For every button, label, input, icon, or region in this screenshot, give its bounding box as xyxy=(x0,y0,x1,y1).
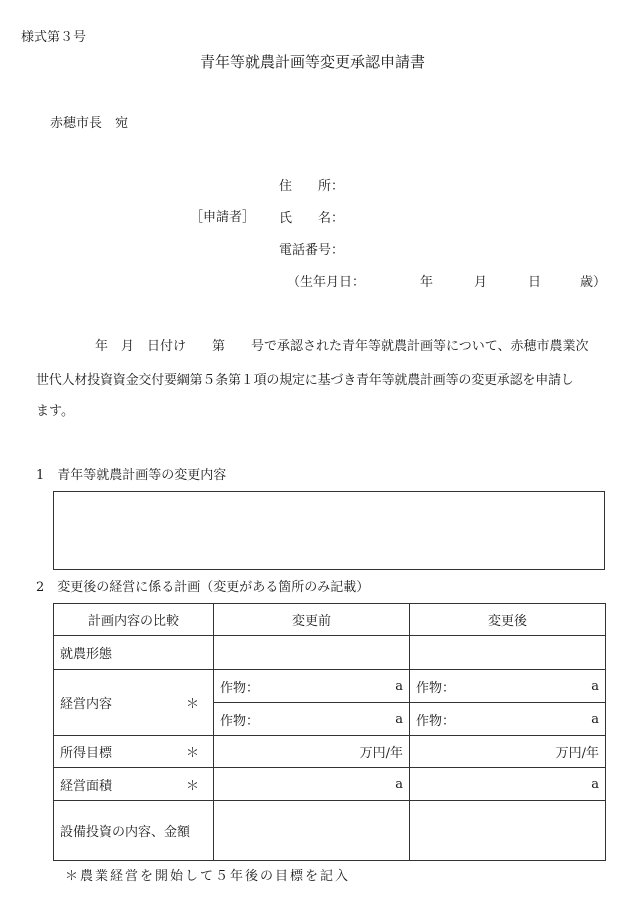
unit-a: a xyxy=(395,776,403,792)
change-content-box[interactable] xyxy=(53,491,605,570)
cell-crop1-after[interactable] xyxy=(410,670,606,703)
name-label: 氏 名： xyxy=(279,211,345,226)
footnote: ＊農業経営を開始して５年後の目標を記入 xyxy=(65,869,351,884)
income-label: 所得目標 xyxy=(60,746,113,761)
table-header-row xyxy=(54,604,606,636)
birth-prefix: （生年月日： xyxy=(287,275,366,290)
birth-age-label: 歳） xyxy=(580,275,607,290)
management-star: ＊ xyxy=(185,697,199,712)
crop-label: 作物： xyxy=(416,680,456,696)
phone-label: 電話番号： xyxy=(279,243,345,258)
row-label-farming-type: 就農形態 xyxy=(54,636,214,670)
header-after: 変更後 xyxy=(410,604,606,636)
body-line-3: ます。 xyxy=(36,404,74,419)
header-compare: 計画内容の比較 xyxy=(54,604,214,636)
cell-equipment-before[interactable] xyxy=(214,801,410,861)
cell-crop2-after[interactable] xyxy=(410,703,606,736)
cell-crop1-before[interactable] xyxy=(214,670,410,703)
cell-equipment-after[interactable] xyxy=(410,801,606,861)
body-line-1: 年 月 日付け 第 号で承認された青年等就農計画等について、赤穂市農業次 xyxy=(95,339,589,354)
cell-income-before[interactable] xyxy=(214,736,410,768)
body-line-2: 世代人材投資資金交付要綱第５条第１項の規定に基づき青年等就農計画等の変更承認を申請し xyxy=(36,373,574,388)
unit-a: a xyxy=(591,711,599,727)
row-label-equipment: 設備投資の内容、金額 xyxy=(54,801,214,861)
cell-farming-after[interactable] xyxy=(410,636,606,670)
row-label-management xyxy=(54,670,214,736)
cell-crop2-before[interactable] xyxy=(214,703,410,736)
form-number: 様式第３号 xyxy=(21,30,87,45)
birth-day-label: 日 xyxy=(528,275,542,290)
table-row-area xyxy=(54,768,606,801)
table-row-equipment xyxy=(54,801,606,861)
cell-area-before[interactable] xyxy=(214,768,410,801)
address-label: 住 所： xyxy=(279,179,345,194)
crop-label: 作物： xyxy=(416,713,456,729)
addressee: 赤穂市長 宛 xyxy=(50,116,129,131)
table-row-farming-type xyxy=(54,636,606,670)
applicant-label: ［申請者］ xyxy=(190,210,256,225)
row-label-income xyxy=(54,736,214,768)
birth-year-label: 年 xyxy=(420,275,434,290)
birth-month-label: 月 xyxy=(474,275,488,290)
plan-comparison-table xyxy=(53,603,606,861)
income-star: ＊ xyxy=(185,746,199,761)
document-title: 青年等就農計画等変更承認申請書 xyxy=(200,53,426,71)
section1-heading: 1 青年等就農計画等の変更内容 xyxy=(36,468,227,483)
crop-label: 作物： xyxy=(220,713,260,729)
section2-heading: 2 変更後の経営に係る計画（変更がある箇所のみ記載） xyxy=(36,580,370,595)
row-label-area xyxy=(54,768,214,801)
table-row-income xyxy=(54,736,606,768)
crop-label: 作物： xyxy=(220,680,260,696)
unit-income: 万円/年 xyxy=(555,746,599,761)
unit-income: 万円/年 xyxy=(359,746,403,761)
management-label: 経営内容 xyxy=(60,697,113,712)
table-row-management-1 xyxy=(54,670,606,703)
unit-a: a xyxy=(395,711,403,727)
unit-a: a xyxy=(395,678,403,694)
unit-a: a xyxy=(591,678,599,694)
cell-area-after[interactable] xyxy=(410,768,606,801)
header-before: 変更前 xyxy=(214,604,410,636)
cell-farming-before[interactable] xyxy=(214,636,410,670)
cell-income-after[interactable] xyxy=(410,736,606,768)
area-label: 経営面積 xyxy=(60,778,113,794)
area-star: ＊ xyxy=(185,778,199,794)
unit-a: a xyxy=(591,776,599,792)
